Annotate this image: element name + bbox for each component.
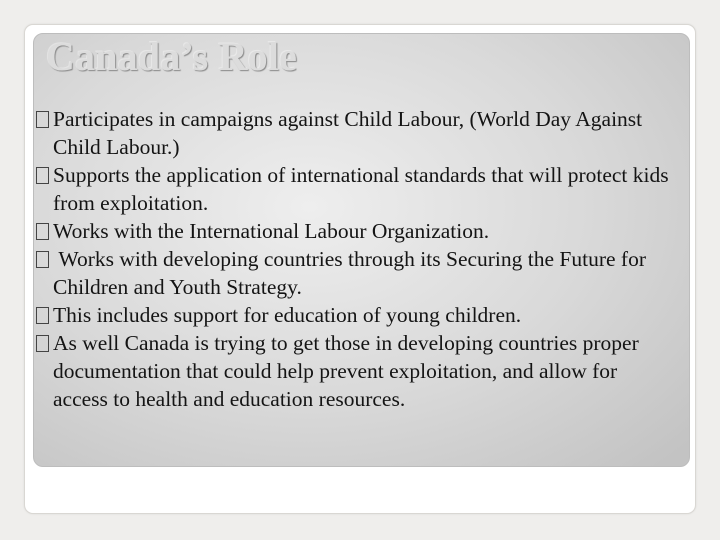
- bullet-item: [36, 105, 676, 161]
- bullet-text: Supports the application of international standards that will protect kids from exploitation.: [53, 163, 669, 215]
- bullet-text: Works with developing countries through its Securing the Future for Children and Youth Strategy.: [53, 247, 652, 299]
- bullet-text: Participates in campaigns against Child Labour, (World Day Against Child Labour.): [53, 107, 643, 159]
- bullet-text: Works with the International Labour Organization.: [53, 219, 490, 243]
- bullet-list: [36, 105, 676, 413]
- bullet-item: [36, 217, 676, 245]
- bullet-box-icon: [36, 111, 49, 128]
- bullet-text: As well Canada is trying to get those in developing countries proper documentation that could help prevent exploitation, and allow for access to health and education resources.: [53, 331, 639, 411]
- slide-title: Canada’s Role: [46, 34, 298, 79]
- bullet-box-icon: [36, 223, 49, 240]
- bullet-item: [36, 245, 676, 301]
- bullet-item: [36, 329, 676, 413]
- bullet-box-icon: [36, 335, 49, 352]
- bullet-box-icon: [36, 251, 49, 268]
- bullet-item: [36, 301, 676, 329]
- bullet-box-icon: [36, 307, 49, 324]
- bullet-item: [36, 161, 676, 217]
- bullet-text: This includes support for education of young children.: [53, 303, 522, 327]
- bullet-box-icon: [36, 167, 49, 184]
